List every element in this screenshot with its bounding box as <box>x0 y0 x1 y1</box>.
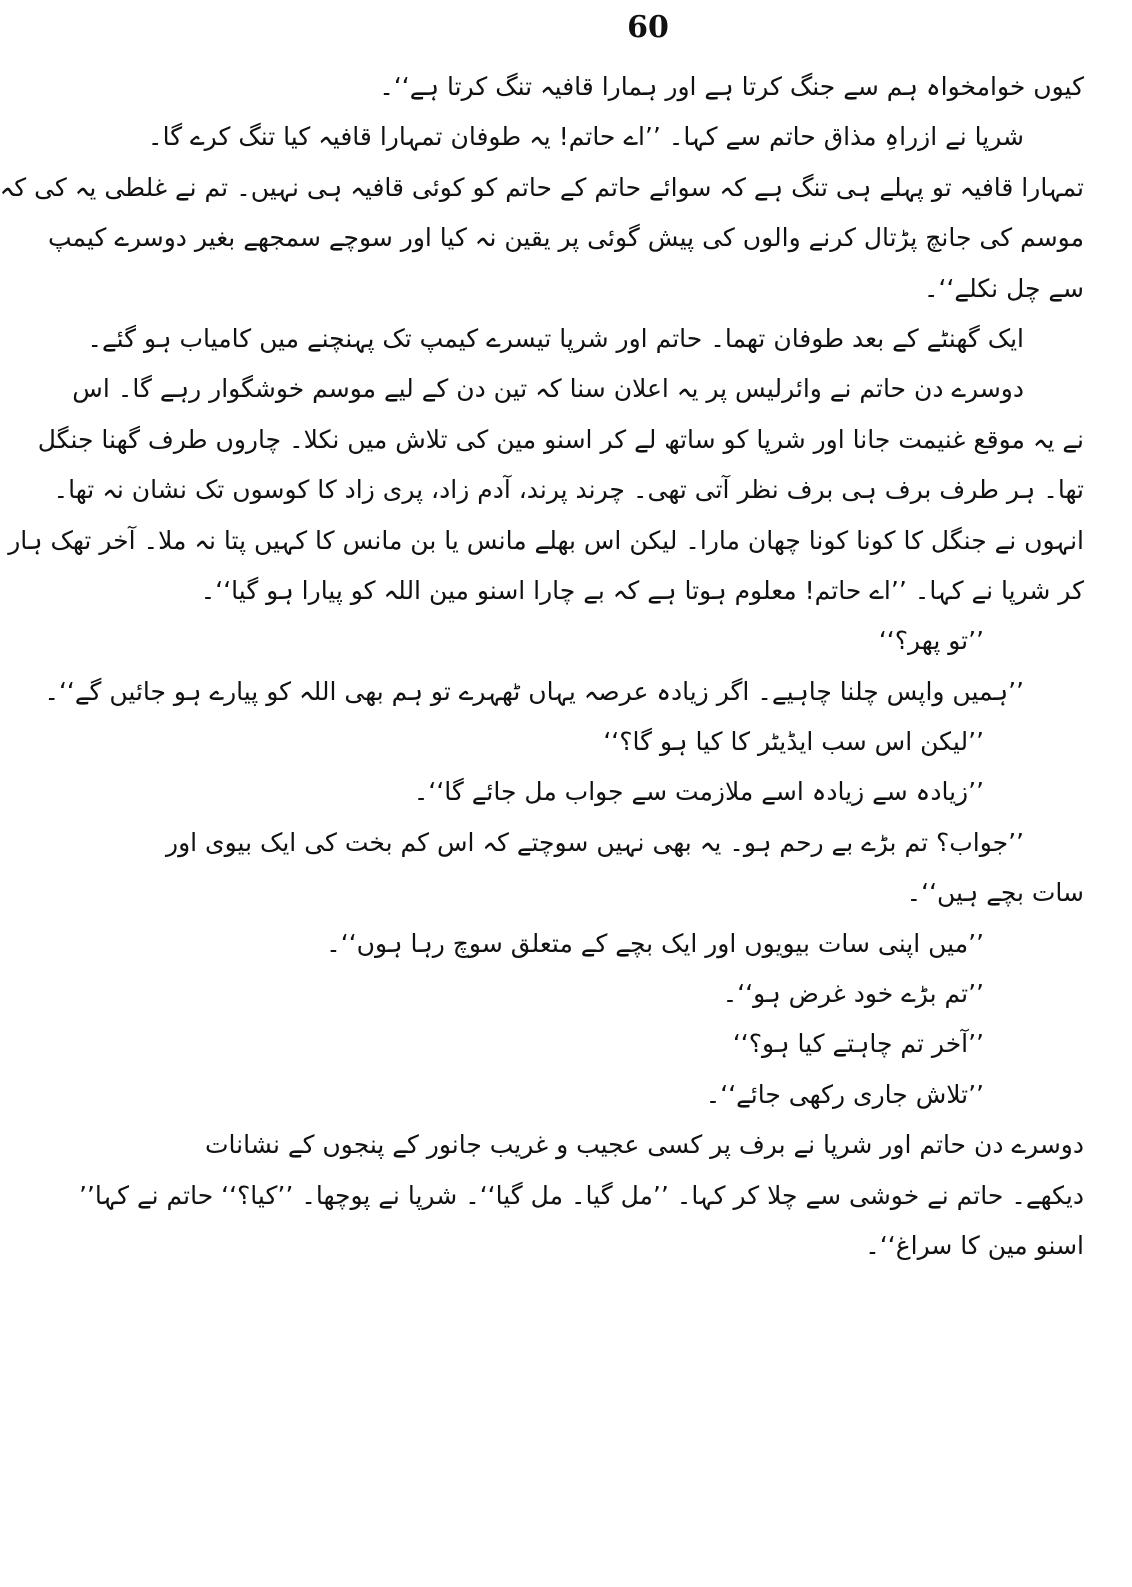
page-number: 60 <box>627 10 669 45</box>
text-line: تمہارا قافیہ تو پہلے ہی تنگ ہے کہ سوائے حاتم کے حاتم کو کوئی قافیہ ہی نہیں۔ تم نے غلطی یہ کی کہ <box>0 172 1084 202</box>
dialogue-line: ’’تم بڑے خود غرض ہو‘‘۔ <box>722 979 984 1009</box>
paragraph-start: ایک گھنٹے کے بعد طوفان تھما۔ حاتم اور شرپا تیسرے کیمپ تک پہنچنے میں کامیاب ہو گئے۔ <box>87 323 1024 353</box>
paragraph-start: دوسرے دن حاتم اور شرپا نے برف پر کسی عجیب و غریب جانور کے پنجوں کے نشانات <box>205 1130 1084 1160</box>
dialogue-line: ’’تلاش جاری رکھی جائے‘‘۔ <box>705 1079 984 1109</box>
text-line: دیکھے۔ حاتم نے خوشی سے چلا کر کہا۔ ’’مل گیا۔ مل گیا‘‘۔ شرپا نے پوچھا۔ ’’کیا؟‘‘ حاتم نے کہا’’ <box>78 1180 1084 1210</box>
dialogue-line: ’’ہمیں واپس چلنا چاہیے۔ اگر زیادہ عرصہ یہاں ٹھہرے تو ہم بھی اللہ کو پیارے ہو جائیں گے‘‘۔ <box>44 676 1024 706</box>
text-line: انہوں نے جنگل کا کونا کونا چھان مارا۔ لیکن اس بھلے مانس یا بن مانس کا کہیں پتا نہ ملا۔ آخر تھک ہار <box>8 525 1084 555</box>
dialogue-line: ’’میں اپنی سات بیویوں اور ایک بچے کے متعلق سوچ رہا ہوں‘‘۔ <box>326 928 984 958</box>
dialogue-line: ’’زیادہ سے زیادہ اسے ملازمت سے جواب مل جائے گا‘‘۔ <box>413 777 984 807</box>
paragraph-start: دوسرے دن حاتم نے وائرلیس پر یہ اعلان سنا کہ تین دن کے لیے موسم خوشگوار رہے گا۔ اس <box>72 374 1024 404</box>
body-text <box>0 62 1084 1271</box>
text-line: کر شرپا نے کہا۔ ’’اے حاتم! معلوم ہوتا ہے کہ بے چارا اسنو مین اللہ کو پیارا ہو گیا‘‘۔ <box>200 575 1084 605</box>
dialogue-line: ’’تو پھر؟‘‘ <box>878 626 984 656</box>
text-line: نے یہ موقع غنیمت جانا اور شرپا کو ساتھ لے کر اسنو مین کی تلاش میں نکلا۔ چاروں طرف گھنا جنگل <box>37 424 1084 454</box>
text-line: کیوں خوامخواہ ہم سے جنگ کرتا ہے اور ہمارا قافیہ تنگ کرتا ہے‘‘۔ <box>379 72 1084 101</box>
paragraph-start: شرپا نے ازراہِ مذاق حاتم سے کہا۔ ’’اے حاتم! یہ طوفان تمہارا قافیہ کیا تنگ کرے گا۔ <box>147 122 1024 152</box>
text-line: موسم کی جانچ پڑتال کرنے والوں کی پیش گوئی پر یقین نہ کیا اور سوچے سمجھے بغیر دوسرے کیمپ <box>47 223 1084 253</box>
text-line: اسنو مین کا سراغ‘‘۔ <box>865 1230 1084 1260</box>
text-line: سات بچے ہیں‘‘۔ <box>906 878 1084 908</box>
text-line: تھا۔ ہر طرف برف ہی برف نظر آتی تھی۔ چرند پرند، آدم زاد، پری زاد کا کوسوں تک نشان نہ تھا۔ <box>53 475 1084 505</box>
dialogue-line: ’’لیکن اس سب ایڈیٹر کا کیا ہو گا؟‘‘ <box>603 727 984 757</box>
dialogue-line: ’’جواب؟ تم بڑے بے رحم ہو۔ یہ بھی نہیں سوچتے کہ اس کم بخت کی ایک بیوی اور <box>166 827 1024 857</box>
text-line: سے چل نکلے‘‘۔ <box>923 273 1084 303</box>
dialogue-line: ’’آخر تم چاہتے کیا ہو؟‘‘ <box>732 1029 984 1059</box>
